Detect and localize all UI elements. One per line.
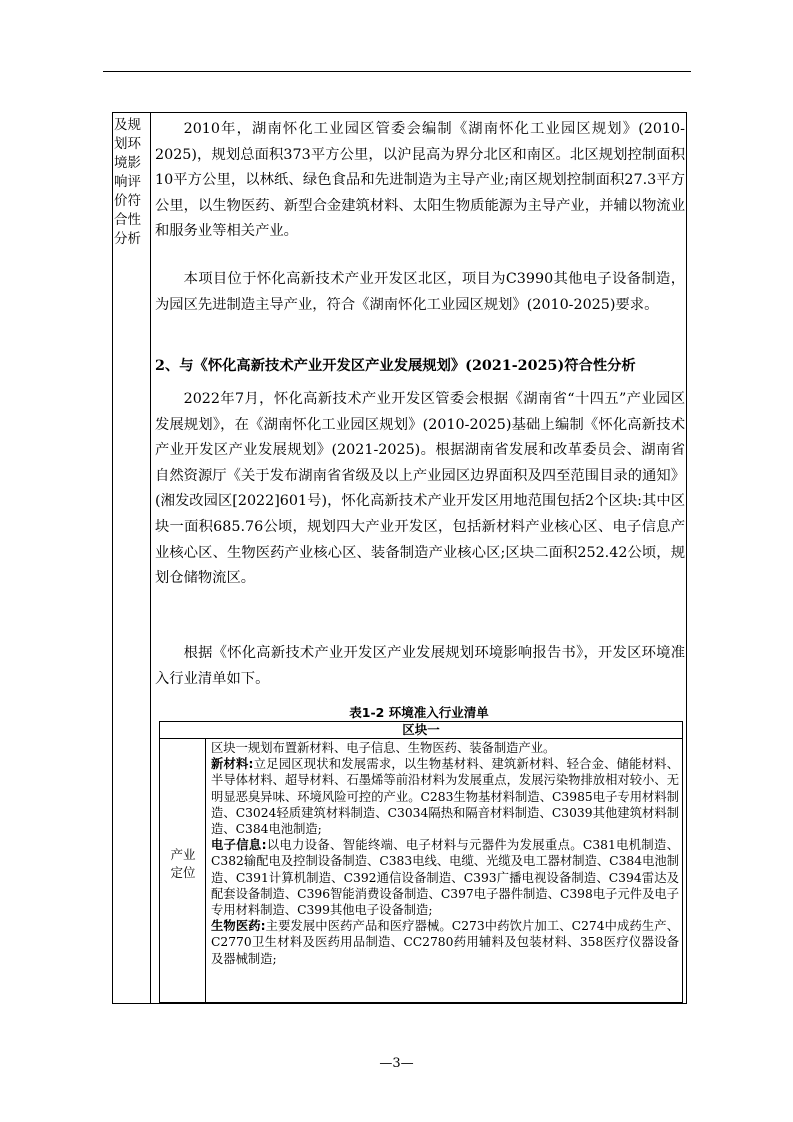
item-name: 生物医药:	[211, 919, 266, 934]
item-name: 新材料:	[211, 757, 254, 772]
content-table	[112, 112, 687, 1004]
item-text: 以电力设备、智能终端、电子材料与元器件为发展重点。C381电机制造、C382输配电及控制设备制造、C383电线、电缆、光缆及电工器材制造、C384电池制造、C391计算机制造、C392通信设备制造、C393广播电视设备制造、C394雷达及配套设备制造、C396智能消费设备制造、C397电子器件制造、C398电子元件及电子专用材料制造、C399其他电子设备制造;	[211, 838, 679, 918]
section-heading-2: 2、与《怀化高新技术产业开发区产业发展规划》(2021-2025)符合性分析	[155, 358, 636, 374]
table-header-block1: 区块一	[160, 722, 682, 739]
table-item-new-materials	[211, 756, 679, 837]
paragraph-planning-2010: 2010年，湖南怀化工业园区管委会编制《湖南怀化工业园区规划》(2010-2025)，规划总面积373平方公里，以沪昆高为界分北区和南区。北区规划控制面积10平方公里，以林纸、绿色食品和先进制造为主导产业;南区规划控制面积27.3平方公里，以生物医药、新型合金建筑材料、太阳生物质能源为主导产业，并辅以物流业和服务业等相关产业。	[155, 121, 685, 240]
paragraph-industry-plan: 2022年7月，怀化高新技术产业开发区管委会根据《湖南省“十四五”产业园区发展规划》，在《湖南怀化工业园区规划》(2010-2025)基础上编制《怀化高新技术产业开发区产业发展规划》(2021-2025)。根据湖南省发展和改革委员会、湖南省自然资源厅《关于发布湖南省省级及以上产业园区边界面积及四至范围目录的通知》(湘发改园区[2022]601号)，怀化高新技术产业开发区用地范围包括2个区块:其中区块一面积685.76公顷，规划四大产业开发区，包括新材料产业核心区、电子信息产业核心区、生物医药产业核心区、装备制造产业核心区;区块二面积252.42公顷，规划仓储物流区。	[155, 391, 685, 587]
paragraph-access-list-intro: 根据《怀化高新技术产业开发区产业发展规划环境影响报告书》，开发区环境准入行业清单如下。	[155, 645, 685, 687]
header-rule	[103, 71, 691, 72]
table-item-biomedicine	[211, 918, 679, 967]
table-title: 表1-2 环境准入行业清单	[349, 705, 489, 720]
paragraph-project-location: 本项目位于怀化高新技术产业开发区北区，项目为C3990其他电子设备制造，为园区先进制造主导产业，符合《湖南怀化工业园区规划》(2010-2025)要求。	[155, 271, 685, 313]
section-label: 及规划环境影响评价符合性分析	[114, 117, 141, 247]
page-number: —3—	[379, 1056, 414, 1071]
table-row-content	[211, 740, 679, 967]
item-text: 主要发展中医药产品和医疗器械。C273中药饮片加工、C274中成药生产、C2770卫生材料及医药用品制造、CC2780药用辅料及包装材料、358医疗仪器设备及器械制造;	[211, 919, 679, 966]
table-item-electronics	[211, 837, 679, 918]
table-intro: 区块一规划布置新材料、电子信息、生物医药、装备制造产业。	[211, 741, 556, 755]
access-list-table	[159, 721, 683, 1003]
table-row-label-cell	[160, 739, 206, 1003]
item-name: 电子信息:	[211, 838, 267, 853]
table-row-label: 产业定位	[170, 847, 196, 880]
left-column	[113, 113, 151, 1003]
item-text: 立足园区现状和发展需求，以生物基材料、建筑新材料、轻合金、储能材料、半导体材料、超导材料、石墨烯等前沿材料为发展重点，发展污染物排放相对较小、无明显恶臭异味、环境风险可控的产业。C283生物基材料制造、C3985电子专用材料制造、C3024轻质建筑材料制造、C3034隔热和隔音材料制造、C3039其他建筑材料制造、C384电池制造;	[211, 757, 679, 837]
